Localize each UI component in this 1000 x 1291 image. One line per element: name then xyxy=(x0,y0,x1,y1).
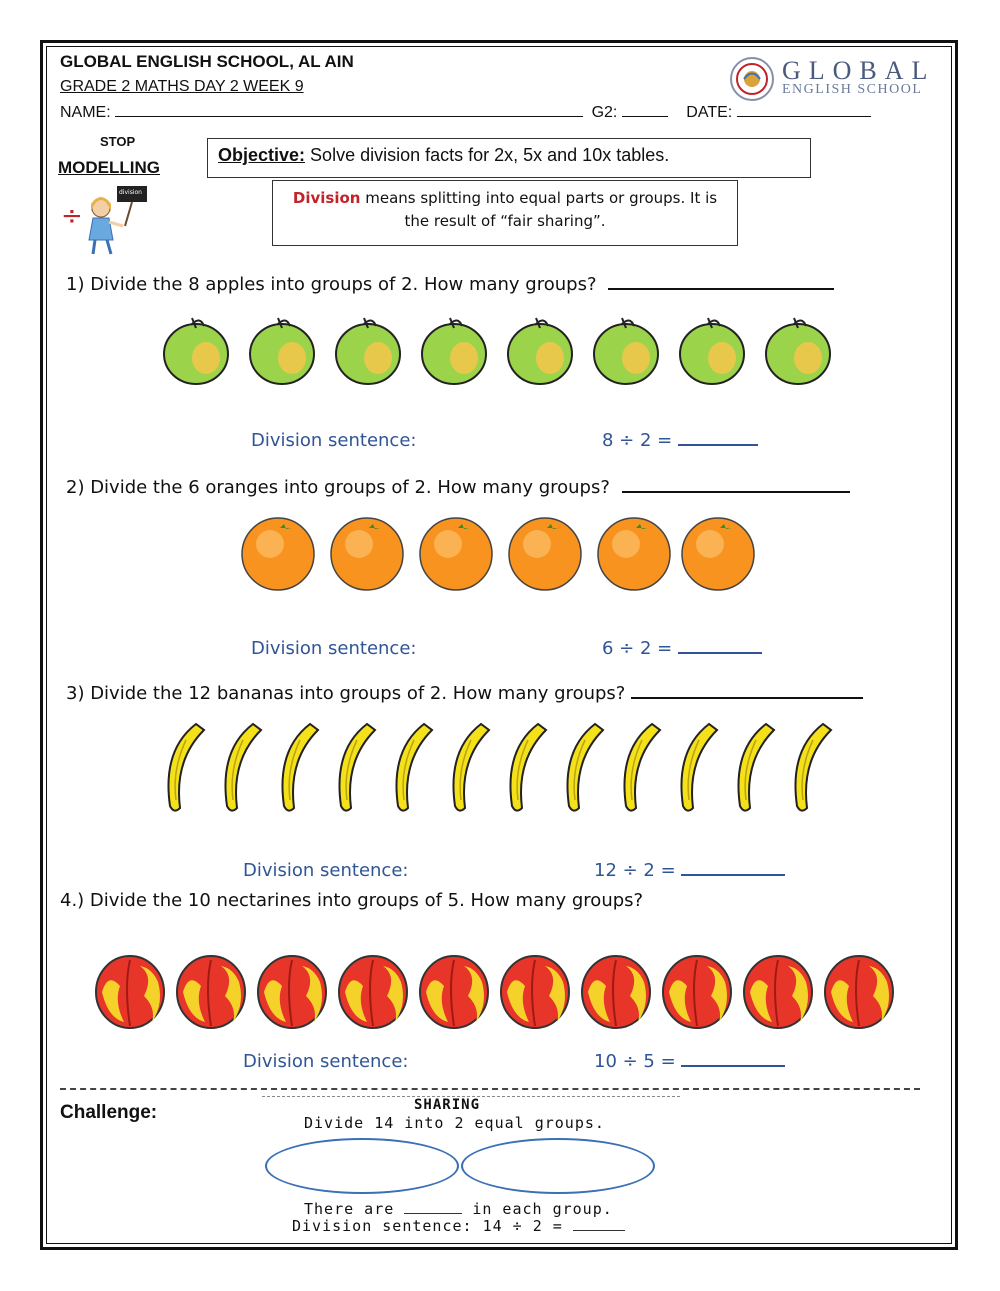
g2-label: G2: xyxy=(591,104,618,121)
there-are-label: There are xyxy=(304,1200,395,1218)
date-label: DATE: xyxy=(686,104,733,121)
equation-4-text: 10 ÷ 5 = xyxy=(594,1051,676,1072)
orange-icon xyxy=(331,518,403,590)
question-1-text: 1) Divide the 8 apples into groups of 2. How many groups? xyxy=(66,274,597,295)
nectarine-icon xyxy=(177,956,245,1028)
nectarine-icon xyxy=(258,956,326,1028)
equation-1-answer-field[interactable] xyxy=(678,438,758,446)
equation-2-answer-field[interactable] xyxy=(678,646,762,654)
banana-icon xyxy=(225,724,261,811)
equation-4 xyxy=(594,1051,785,1072)
stop-label: STOP xyxy=(100,134,136,149)
nectarine-icon xyxy=(744,956,812,1028)
division-sentence-label-2: Division sentence: xyxy=(251,638,417,659)
question-2-answer-field[interactable] xyxy=(622,485,850,493)
nectarine-icon xyxy=(663,956,731,1028)
apple-icon xyxy=(766,318,830,384)
banana-icon xyxy=(339,724,375,811)
question-3-answer-field[interactable] xyxy=(631,691,863,699)
svg-text:÷: ÷ xyxy=(61,201,83,231)
banana-icon xyxy=(282,724,318,811)
division-sentence-label-4: Division sentence: xyxy=(243,1051,409,1072)
sharing-title: SHARING xyxy=(414,1097,481,1113)
banana-icon xyxy=(624,724,660,811)
banana-icon xyxy=(681,724,717,811)
each-group-answer-field[interactable] xyxy=(404,1201,462,1214)
school-logo-icon xyxy=(728,56,780,102)
objective-label: Objective: xyxy=(218,145,306,165)
orange-icon xyxy=(420,518,492,590)
apple-icon xyxy=(594,318,658,384)
challenge-instruction: Divide 14 into 2 equal groups. xyxy=(304,1114,605,1132)
orange-row xyxy=(240,514,760,594)
name-field[interactable] xyxy=(115,102,583,117)
student-info-line xyxy=(60,102,871,122)
challenge-sentence-line xyxy=(292,1217,625,1235)
orange-icon xyxy=(242,518,314,590)
nectarine-icon xyxy=(339,956,407,1028)
division-sentence-label-1: Division sentence: xyxy=(251,430,417,451)
banana-row xyxy=(156,720,846,820)
challenge-sentence: Division sentence: 14 ÷ 2 = xyxy=(292,1217,563,1235)
definition-keyword: Division xyxy=(292,189,361,207)
question-3-text: 3) Divide the 12 bananas into groups of 2. How many groups? xyxy=(66,683,626,704)
logo-subtitle: ENGLISH SCHOOL xyxy=(782,82,923,97)
school-name: GLOBAL ENGLISH SCHOOL, AL AIN xyxy=(60,52,354,71)
apple-icon xyxy=(250,318,314,384)
school-logo xyxy=(782,56,935,98)
nectarine-icon xyxy=(96,956,164,1028)
nectarine-icon xyxy=(420,956,488,1028)
sign-text: division xyxy=(119,189,142,196)
question-4-text: 4.) Divide the 10 nectarines into groups of 5. How many groups? xyxy=(60,890,644,911)
question-1 xyxy=(66,274,834,295)
apple-icon xyxy=(422,318,486,384)
apple-icon xyxy=(336,318,400,384)
group-oval-1[interactable] xyxy=(265,1138,459,1194)
question-1-answer-field[interactable] xyxy=(608,282,834,290)
objective-text: Solve division facts for 2x, 5x and 10x tables. xyxy=(310,145,670,165)
question-3 xyxy=(66,683,863,704)
definition-text: means splitting into equal parts or groups. It is the result of “fair sharing”. xyxy=(365,189,718,230)
date-field[interactable] xyxy=(737,102,871,117)
definition-box xyxy=(272,180,738,246)
banana-icon xyxy=(168,724,204,811)
banana-icon xyxy=(396,724,432,811)
orange-icon xyxy=(509,518,581,590)
apple-icon xyxy=(164,318,228,384)
group-oval-2[interactable] xyxy=(461,1138,655,1194)
banana-icon xyxy=(567,724,603,811)
nectarine-row xyxy=(94,952,900,1034)
grade-title: GRADE 2 MATHS DAY 2 WEEK 9 xyxy=(60,78,304,95)
banana-icon xyxy=(453,724,489,811)
g2-field[interactable] xyxy=(622,102,668,117)
modelling-title: MODELLING xyxy=(58,158,160,177)
nectarine-icon xyxy=(582,956,650,1028)
challenge-label: Challenge: xyxy=(60,1102,158,1123)
equation-4-answer-field[interactable] xyxy=(681,1059,785,1067)
banana-icon xyxy=(738,724,774,811)
orange-icon xyxy=(682,518,754,590)
nectarine-icon xyxy=(825,956,893,1028)
name-label: NAME: xyxy=(60,104,111,121)
equation-1 xyxy=(602,430,758,451)
objective-box xyxy=(207,138,811,178)
apple-row xyxy=(160,316,840,388)
challenge-each-group-line xyxy=(304,1200,613,1218)
apple-icon xyxy=(508,318,572,384)
each-group-label: in each group. xyxy=(472,1200,613,1218)
challenge-answer-field[interactable] xyxy=(573,1218,625,1231)
banana-icon xyxy=(510,724,546,811)
equation-3-text: 12 ÷ 2 = xyxy=(594,860,676,881)
equation-3-answer-field[interactable] xyxy=(681,868,785,876)
equation-1-text: 8 ÷ 2 = xyxy=(602,430,673,451)
orange-icon xyxy=(598,518,670,590)
apple-icon xyxy=(680,318,744,384)
equation-3 xyxy=(594,860,785,881)
division-sentence-label-3: Division sentence: xyxy=(243,860,409,881)
nectarine-icon xyxy=(501,956,569,1028)
equation-2-text: 6 ÷ 2 = xyxy=(602,638,673,659)
question-2 xyxy=(66,477,850,498)
question-2-text: 2) Divide the 6 oranges into groups of 2. How many groups? xyxy=(66,477,610,498)
logo-title: GLOBAL xyxy=(782,56,936,85)
question-4 xyxy=(60,890,643,911)
banana-icon xyxy=(795,724,831,811)
equation-2 xyxy=(602,638,762,659)
section-divider xyxy=(60,1088,920,1090)
